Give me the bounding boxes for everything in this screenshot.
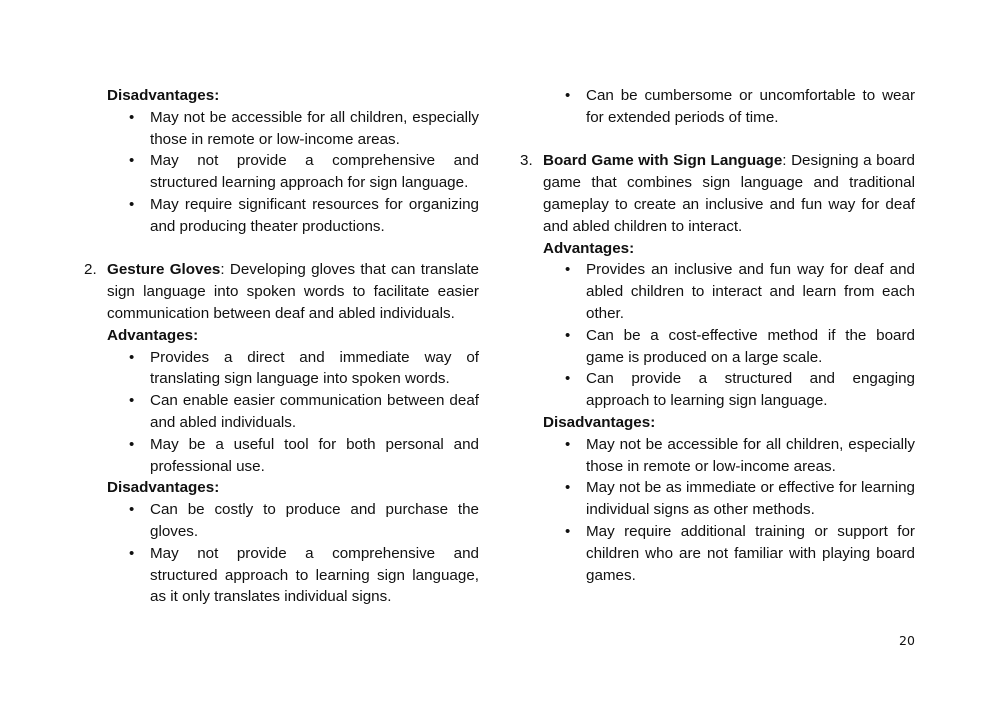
list-item: • May require significant resources for organizing and producing theater productions.: [84, 194, 479, 238]
list-item: • Can be costly to produce and purchase the gloves.: [84, 499, 479, 543]
item3-disadvantages-list: [520, 434, 915, 587]
item3-advantages-heading: Advantages:: [543, 239, 635, 257]
list-item: • Provides an inclusive and fun way for deaf and abled children to interact and learn from each other.: [520, 259, 915, 324]
list-item: • May not provide a comprehensive and structured learning approach for sign language.: [84, 150, 479, 194]
list-item: • May be a useful tool for both personal and professional use.: [84, 434, 479, 478]
list-item: • Can be cumbersome or uncomfortable to wear for extended periods of time.: [520, 85, 915, 129]
list-item: • Can provide a structured and engaging approach to learning sign language.: [520, 368, 915, 412]
list-item: • May not be accessible for all children, especially those in remote or low-income areas.: [84, 107, 479, 151]
item1-disadvantages-heading: Disadvantages:: [107, 87, 220, 104]
page-number: 20: [899, 633, 915, 648]
list-item: • May not provide a comprehensive and structured approach to learning sign language, as it only translates individual signs.: [84, 543, 479, 608]
item3-number: 3.: [520, 152, 533, 170]
left-column: [84, 85, 479, 608]
list-item: • Provides a direct and immediate way of translating sign language into spoken words.: [84, 347, 479, 391]
item2-disadvantages-heading: Disadvantages:: [107, 479, 220, 497]
item1-disadvantages-list: [84, 107, 479, 238]
item2-disadvantages-continued-list: [520, 85, 915, 129]
spacer: [520, 129, 915, 151]
list-item: • Can be a cost-effective method if the board game is produced on a large scale.: [520, 325, 915, 369]
item2-name: Gesture Gloves: [107, 261, 221, 279]
list-item: • May not be as immediate or effective for learning individual signs as other methods.: [520, 477, 915, 521]
right-column: [520, 85, 915, 586]
list-item: • May require additional training or support for children who are not familiar with playing board games.: [520, 521, 915, 586]
item2-advantages-heading: Advantages:: [107, 326, 199, 344]
item2-disadvantages-list: [84, 499, 479, 608]
item3-description: : Designing a board game that combines sign language and traditional gameplay to create an inclusive and fun way for deaf and abled children to interact.: [543, 152, 915, 235]
item2-advantages-list: [84, 347, 479, 478]
item2-description: : Developing gloves that can translate sign language into spoken words to facilitate easier communication between deaf and abled individuals.: [107, 261, 479, 322]
spacer: [84, 238, 479, 260]
item3-advantages-list: [520, 259, 915, 412]
list-item: • May not be accessible for all children, especially those in remote or low-income areas.: [520, 434, 915, 478]
item3-name: Board Game with Sign Language: [543, 152, 783, 170]
item2-gesture-gloves: [84, 259, 479, 324]
item3-board-game: [520, 150, 915, 237]
item3-disadvantages-heading: Disadvantages:: [543, 413, 656, 431]
item2-number: 2.: [84, 261, 97, 279]
list-item: • Can enable easier communication between deaf and abled individuals.: [84, 390, 479, 434]
